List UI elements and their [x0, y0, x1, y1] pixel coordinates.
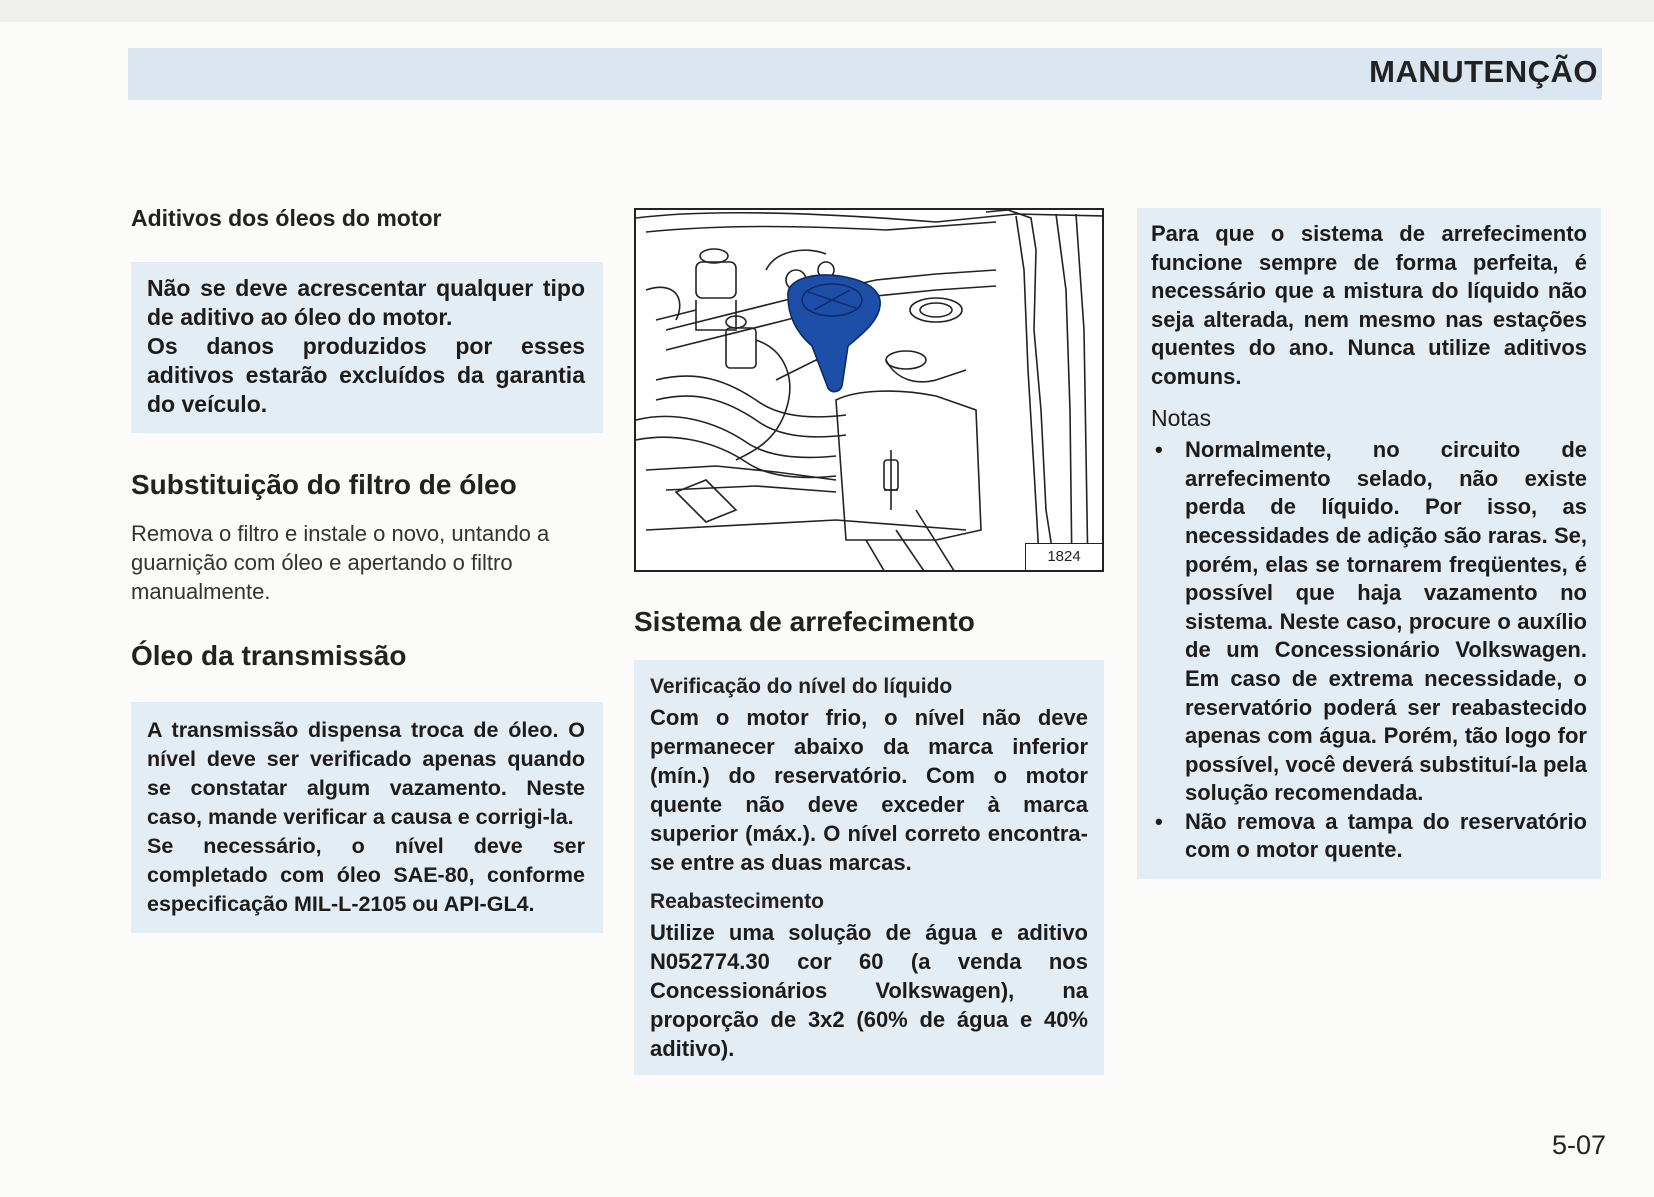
additives-heading: Aditivos dos óleos do motor: [131, 205, 442, 231]
transmission-note-line-2: Se necessário, o nível deve ser completado com óleo SAE-80, conforme especificação MIL-L-2105 ou API-GL4.: [147, 834, 585, 916]
left-column: [131, 205, 603, 933]
transmission-heading: Óleo da transmissão: [131, 640, 407, 671]
note-item: [1151, 436, 1587, 808]
filter-heading: Substituição do filtro de óleo: [131, 469, 517, 500]
bullet-icon: •: [1155, 808, 1163, 834]
middle-column: [634, 606, 1104, 1075]
notes-list: [1151, 436, 1587, 865]
coolant-reservoir-highlight: [788, 275, 880, 392]
right-column: [1137, 208, 1601, 879]
note-text: Normalmente, no circuito de arrefecimento selado, não existe perda de líquido. Por isso, as necessidades de adição são raras. Se, porém, elas se tornarem freqüentes, é possível que haja vazamento no sistema. Neste caso, procure o auxílio de um Concessionário Volkswagen. Em caso de extrema necessidade, o reservatório poderá ser reabastecido apenas com água. Porém, tão logo for possível, você deverá substituí-la pela solução recomendada.: [1185, 437, 1587, 806]
note-item: [1151, 808, 1587, 865]
page-top-edge: [0, 0, 1654, 22]
level-subheading: Verificação do nível do líquido: [650, 675, 953, 698]
engine-bay-drawing: [636, 210, 1104, 572]
notes-heading: Notas: [1151, 404, 1212, 431]
refill-subheading: Reabastecimento: [650, 890, 824, 913]
intro-text: Para que o sistema de arrefecimento funcione sempre de forma perfeita, é necessário que a mistura do líquido não seja alterada, nem mesmo nas estações quentes do ano. Nunca utilize aditivos comuns.: [1151, 221, 1587, 389]
additives-note-line-2: Os danos produzidos por esses aditivos estarão excluídos da garantia do veículo.: [147, 333, 585, 417]
note-text: Não remova a tampa do reservatório com o motor quente.: [1185, 808, 1587, 863]
transmission-note-box: [131, 702, 603, 933]
additives-note-box: [131, 262, 603, 433]
cooling-info-box: [634, 660, 1104, 1075]
engine-bay-figure: [634, 208, 1104, 572]
filter-text: Remova o filtro e instale o novo, untando a guarnição com óleo e apertando o filtro manualmente.: [131, 521, 550, 604]
figure-number: 1824: [1025, 543, 1102, 570]
section-title: MANUTENÇÃO: [1369, 54, 1598, 89]
transmission-note-line-1: A transmissão dispensa troca de óleo. O nível deve ser verificado apenas quando se constatar algum vazamento. Neste caso, mande verificar a causa e corrigi-la.: [147, 718, 585, 829]
level-text: Com o motor frio, o nível não deve permanecer abaixo da marca inferior (mín.) do reservatório. Com o motor quente não deve exceder à marca superior (máx.). O nível correto encontra-se entre as duas marcas.: [650, 705, 1088, 875]
cooling-heading: Sistema de arrefecimento: [634, 606, 975, 637]
refill-text: Utilize uma solução de água e aditivo N052774.30 cor 60 (a venda nos Concessionários Volkswagen), na proporção de 3x2 (60% de água e 40% aditivo).: [650, 920, 1088, 1061]
bullet-icon: •: [1155, 437, 1163, 463]
cooling-notes-box: [1137, 208, 1601, 879]
additives-note-line-1: Não se deve acrescentar qualquer tipo de aditivo ao óleo do motor.: [147, 275, 585, 330]
page-number: 5-07: [1551, 1130, 1606, 1160]
